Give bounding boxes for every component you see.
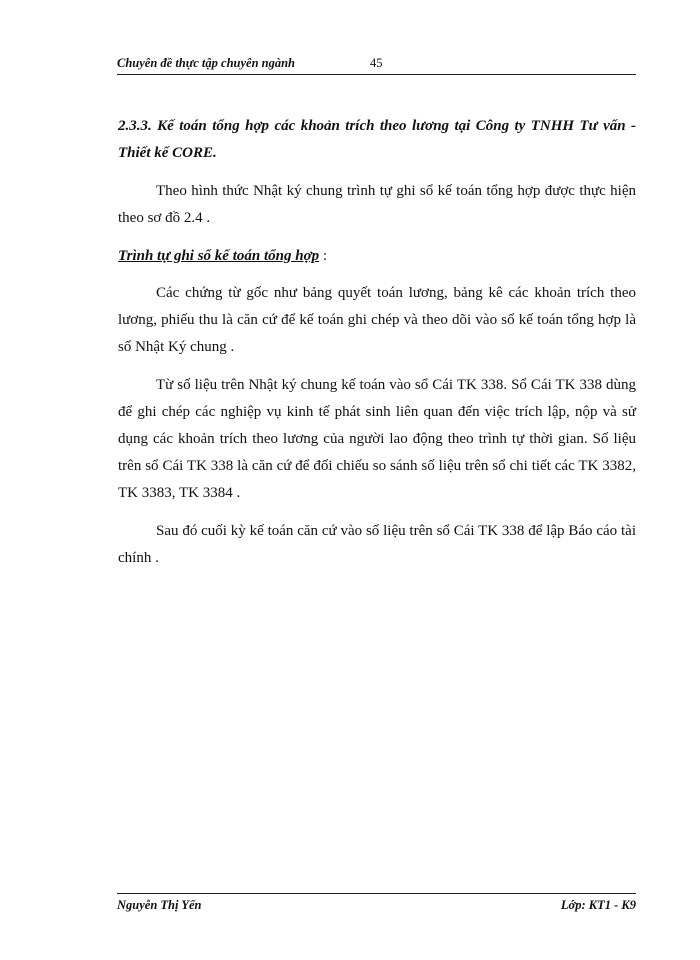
subheading: Trình tự ghi sổ kế toán tổng hợp xyxy=(118,248,320,264)
section-heading: 2.3.3. Kế toán tổng hợp các khoản trích theo lương tại Công ty TNHH Tư vấn - Thiết kế CORE. xyxy=(118,118,636,161)
subheading-suffix: : xyxy=(319,248,328,264)
page-footer xyxy=(117,893,636,914)
footer-author: Nguyễn Thị Yến xyxy=(117,898,202,912)
footer-class: Lớp: KT1 - K9 xyxy=(560,898,636,912)
page-number: 45 xyxy=(370,56,383,70)
page-header xyxy=(117,56,636,75)
body-paragraph-1: Các chứng từ gốc như bảng quyết toán lương, bảng kê các khoản trích theo lương, phiếu thu là căn cứ để kế toán ghi chép và theo dõi vào sổ kế toán tổng hợp là sổ Nhật Ký chung . xyxy=(118,285,636,355)
body-paragraph-3: Sau đó cuối kỳ kế toán căn cứ vào số liệu trên sổ Cái TK 338 để lập Báo cáo tài chính . xyxy=(118,523,636,566)
document-body xyxy=(118,113,636,583)
subheading-line xyxy=(118,243,636,270)
body-paragraph-2: Từ số liệu trên Nhật ký chung kế toán vào sổ Cái TK 338. Sổ Cái TK 338 dùng để ghi chép các nghiệp vụ kinh tế phát sinh liên quan đến việc trích lập, nộp và sử dụng các khoản trích theo lương của người lao động theo trình tự thời gian. Số liệu trên sổ Cái TK 338 là căn cứ để đối chiếu so sánh số liệu trên sổ chi tiết các TK 3382, TK 3383, TK 3384 . xyxy=(118,377,636,501)
intro-paragraph: Theo hình thức Nhật ký chung trình tự ghi sổ kế toán tổng hợp được thực hiện theo sơ đồ 2.4 . xyxy=(118,183,636,226)
header-title: Chuyên đề thực tập chuyên ngành xyxy=(117,56,296,70)
